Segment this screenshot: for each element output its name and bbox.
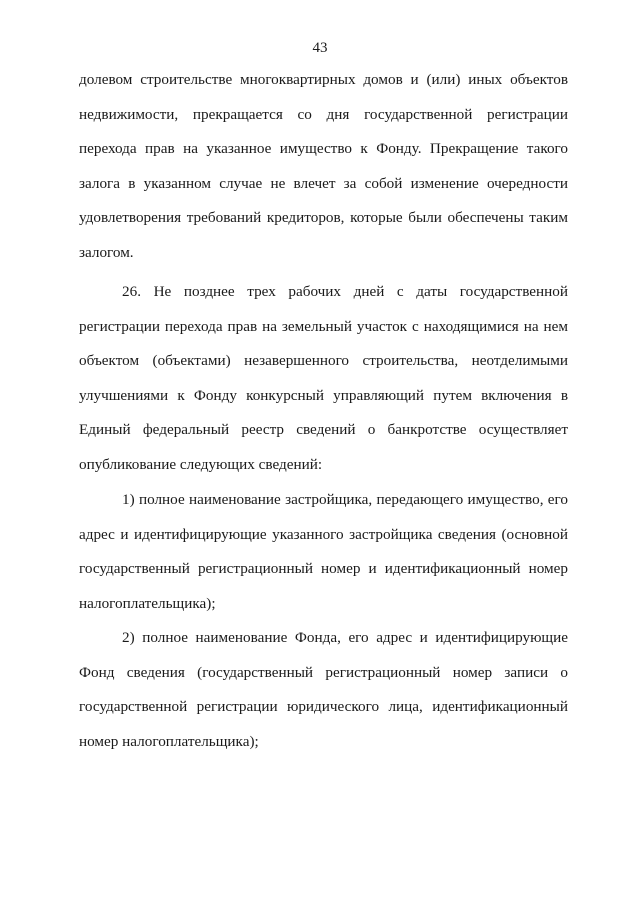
- text-line: регистрации перехода прав на земельный участок с находящимися на нем: [79, 317, 568, 335]
- text-line: недвижимости, прекращается со дня государственной регистрации: [79, 105, 568, 123]
- paragraph-continuation: [79, 63, 568, 270]
- text-line: налогоплательщика);: [79, 594, 216, 612]
- text-line: номер налогоплательщика);: [79, 732, 259, 750]
- paragraph-subitem-1: [79, 483, 568, 621]
- text-line: залога в указанном случае не влечет за собой изменение очередности: [79, 174, 568, 192]
- text-line: опубликование следующих сведений:: [79, 455, 323, 473]
- text-line: долевом строительстве многоквартирных домов и (или) иных объектов: [79, 71, 568, 88]
- text-line: Фонд сведения (государственный регистрационный номер записи о: [79, 663, 568, 681]
- text-line: 26. Не позднее трех рабочих дней с даты государственной: [122, 283, 568, 300]
- text-line: адрес и идентифицирующие указанного застройщика сведения (основной: [79, 525, 568, 543]
- page-number: 43: [312, 40, 328, 56]
- text-line: Единый федеральный реестр сведений о банкротстве осуществляет: [79, 421, 568, 438]
- text-line: улучшениями к Фонду конкурсный управляющий путем включения в: [79, 386, 568, 404]
- text-line: государственной регистрации юридического лица, идентификационный: [79, 698, 568, 715]
- text-line: 1) полное наименование застройщика, передающего имущество, его: [122, 491, 568, 508]
- text-line: залогом.: [79, 243, 134, 261]
- text-line: объектом (объектами) незавершенного строительства, неотделимыми: [79, 352, 568, 369]
- text-line: 2) полное наименование Фонда, его адрес и идентифицирующие: [122, 629, 568, 646]
- text-line: перехода прав на указанное имущество к Фонду. Прекращение такого: [79, 140, 568, 157]
- text-line: государственный регистрационный номер и идентификационный номер: [79, 560, 568, 577]
- text-line: удовлетворения требований кредиторов, которые были обеспечены таким: [79, 209, 568, 226]
- paragraph-item-26: [79, 275, 568, 482]
- paragraph-subitem-2: [79, 621, 568, 759]
